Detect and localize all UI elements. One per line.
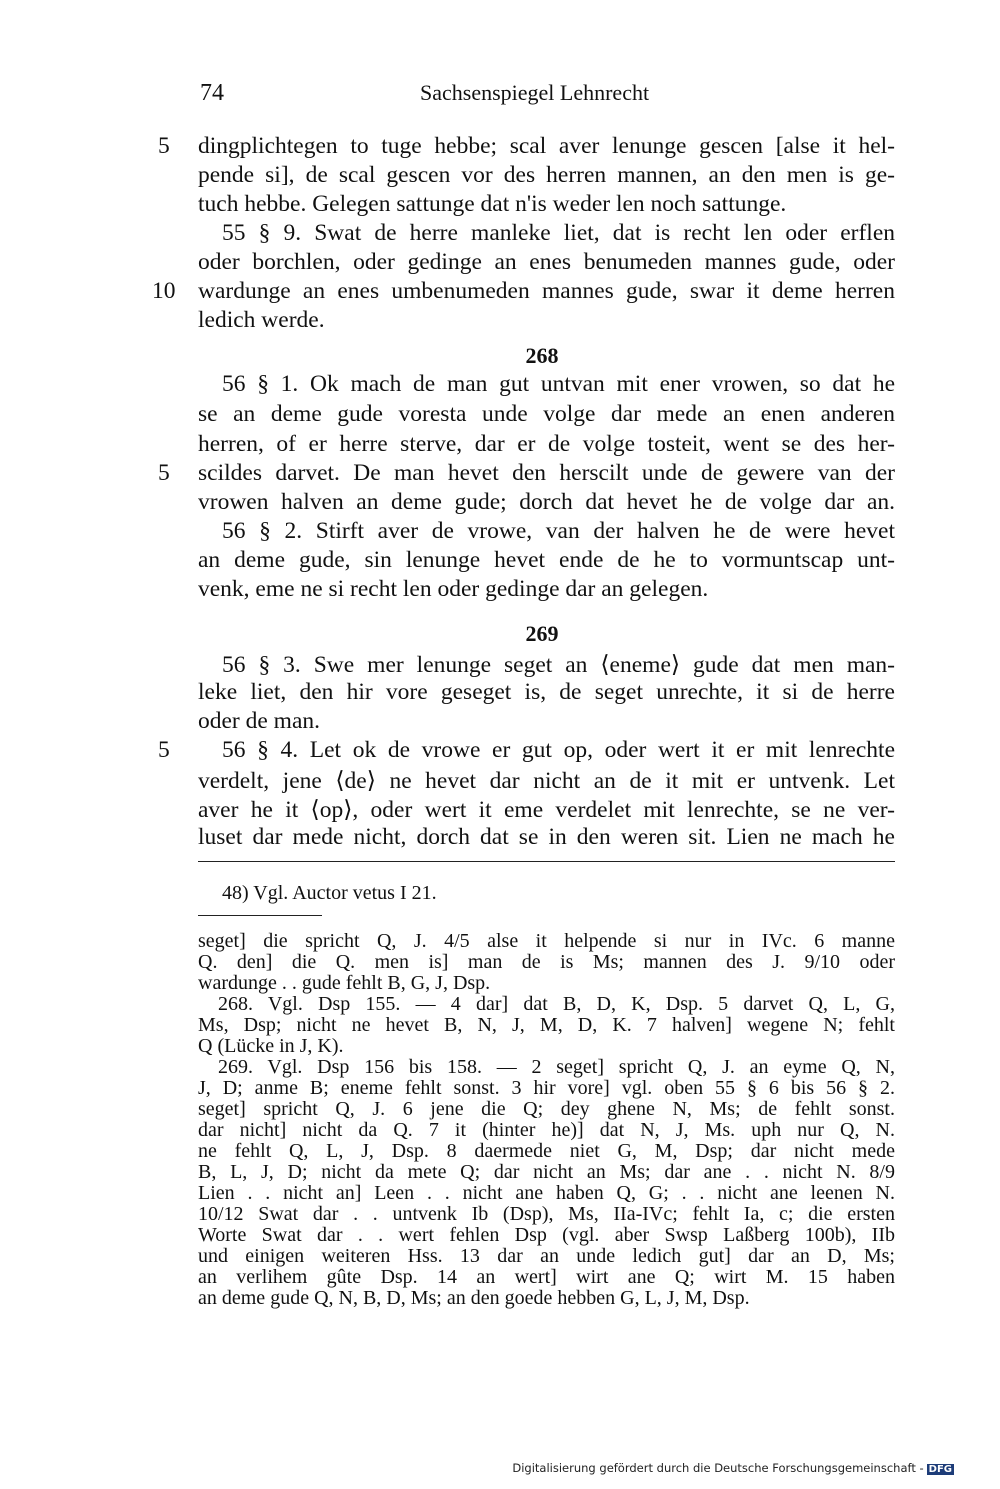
- section-number: 268: [525, 343, 559, 368]
- text-line: an deme gude, sin lenunge hevet ende de he to vormuntscap unt-: [198, 547, 895, 573]
- text-line: 56 § 3. Swe mer lenunge seget an ⟨eneme⟩ gude dat men man-: [222, 652, 895, 678]
- text-line: aver he it ⟨op⟩, oder wert it eme verdelet mit lenrechte, se ne ver-: [198, 797, 895, 823]
- text-line: ledich werde.: [198, 307, 325, 333]
- apparatus-line: 10/12 Swat dar . . untvenk Ib (Dsp), Ms, IIa-IVc; fehlt Ia, c; die ersten: [198, 1203, 895, 1225]
- credit-text: Digitalisierung gefördert durch die Deutsche Forschungsgemeinschaft -: [512, 1461, 924, 1475]
- apparatus-line: wardunge . . gude fehlt B, G, J, Dsp.: [198, 972, 491, 994]
- apparatus-line: an deme gude Q, N, B, D, Ms; an den goede hebben G, L, J, M, Dsp.: [198, 1287, 750, 1309]
- line-number: 5: [158, 133, 170, 159]
- text-line: luset dar mede nicht, dorch dat se in den weren sit. Lien ne mach he: [198, 824, 895, 850]
- text-line: 56 § 2. Stirft aver de vrowe, van der halven he de were hevet: [222, 518, 895, 544]
- section-number: 269: [525, 621, 559, 646]
- page-number: 74: [200, 80, 224, 106]
- apparatus-separator: [198, 915, 322, 916]
- line-number: 10: [152, 278, 176, 304]
- digitization-credit: [512, 1461, 954, 1475]
- apparatus-line: Lien . . nicht an] Leen . . nicht ane haben Q, G; . . nicht ane leenen N.: [198, 1182, 895, 1204]
- apparatus-line: J, D; anme B; eneme fehlt sonst. 3 hir vore] vgl. oben 55 § 6 bis 56 § 2.: [198, 1077, 895, 1099]
- line-number: 5: [158, 460, 170, 486]
- text-line: tuch hebbe. Gelegen sattunge dat n'is weder len noch sattunge.: [198, 191, 787, 217]
- text-line: herren, of er herre sterve, dar er de volge tosteit, went se des her-: [198, 431, 895, 457]
- dfg-logo: DFG: [928, 1464, 952, 1475]
- apparatus-line: B, L, J, D; nicht da mete Q; dar nicht an Ms; dar ane . . nicht N. 8/9: [198, 1161, 895, 1183]
- apparatus-line: Q. den] die Q. men is] man de is Ms; mannen des J. 9/10 oder: [198, 951, 895, 973]
- text-line: verdelt, jene ⟨de⟩ ne hevet dar nicht an de it mit er untvenk. Let: [198, 768, 895, 794]
- text-line: se an deme gude voresta unde volge dar mede an enen anderen: [198, 401, 895, 427]
- apparatus-line: ne fehlt Q, L, J, Dsp. 8 daermede niet G, M, Dsp; dar nicht mede: [198, 1140, 895, 1162]
- text-line: 56 § 1. Ok mach de man gut untvan mit ener vrowen, so dat he: [222, 371, 895, 397]
- apparatus-line: 268. Vgl. Dsp 155. — 4 dar] dat B, D, K, Dsp. 5 darvet Q, L, G,: [218, 993, 895, 1015]
- apparatus-line: Ms, Dsp; nicht ne hevet B, N, J, M, D, K. 7 halven] wegene N; fehlt: [198, 1014, 895, 1036]
- text-line: oder borchlen, oder gedinge an enes benumeden mannes gude, oder: [198, 249, 895, 275]
- apparatus-line: dar nicht] nicht da Q. 7 it (hinter he)] dat N, J, Ms. uph nur Q, N.: [198, 1119, 895, 1141]
- text-line: 55 § 9. Swat de herre manleke liet, dat is recht len oder erflen: [222, 220, 895, 246]
- apparatus-line: seget] spricht Q, J. 6 jene die Q; dey ghene N, Ms; de fehlt sonst.: [198, 1098, 895, 1120]
- apparatus-line: an verlihem gûte Dsp. 14 an wert] wirt ane Q; wirt M. 15 haben: [198, 1266, 895, 1288]
- footnote-48: 48) Vgl. Auctor vetus I 21.: [222, 882, 437, 904]
- apparatus-line: Q (Lücke in J, K).: [198, 1035, 344, 1057]
- text-line: leke liet, den hir vore geseget is, de seget unrechte, it si de herre: [198, 679, 895, 705]
- text-line: oder de man.: [198, 708, 321, 734]
- apparatus-line: seget] die spricht Q, J. 4/5 alse it helpende si nur in IVc. 6 manne: [198, 930, 895, 952]
- text-line: wardunge an enes umbenumeden mannes gude, swar it deme herren: [198, 278, 895, 304]
- text-line: dingplichtegen to tuge hebbe; scal aver lenunge gescen [alse it hel-: [198, 133, 895, 159]
- line-number: 5: [158, 737, 170, 763]
- footnote-separator: [198, 861, 895, 862]
- apparatus-line: Worte Swat dar . . wert fehlen Dsp (vgl. aber Swsp Laßberg 100b), IIb: [198, 1224, 895, 1246]
- apparatus-line: 269. Vgl. Dsp 156 bis 158. — 2 seget] spricht Q, J. an eyme Q, N,: [218, 1056, 895, 1078]
- text-line: scildes darvet. De man hevet den herscilt unde de gewere van der: [198, 460, 895, 486]
- running-title: Sachsenspiegel Lehnrecht: [420, 80, 650, 105]
- text-line: vrowen halven an deme gude; dorch dat hevet he de volge dar an.: [198, 489, 895, 515]
- text-line: 56 § 4. Let ok de vrowe er gut op, oder wert it er mit lenrechte: [222, 737, 895, 763]
- text-line: pende si], de scal gescen vor des herren mannen, an den men is ge-: [198, 162, 895, 188]
- apparatus-line: und einigen weiteren Hss. 13 dar an unde ledich gut] dar an D, Ms;: [198, 1245, 895, 1267]
- text-line: venk, eme ne si recht len oder gedinge dar an gelegen.: [198, 576, 709, 602]
